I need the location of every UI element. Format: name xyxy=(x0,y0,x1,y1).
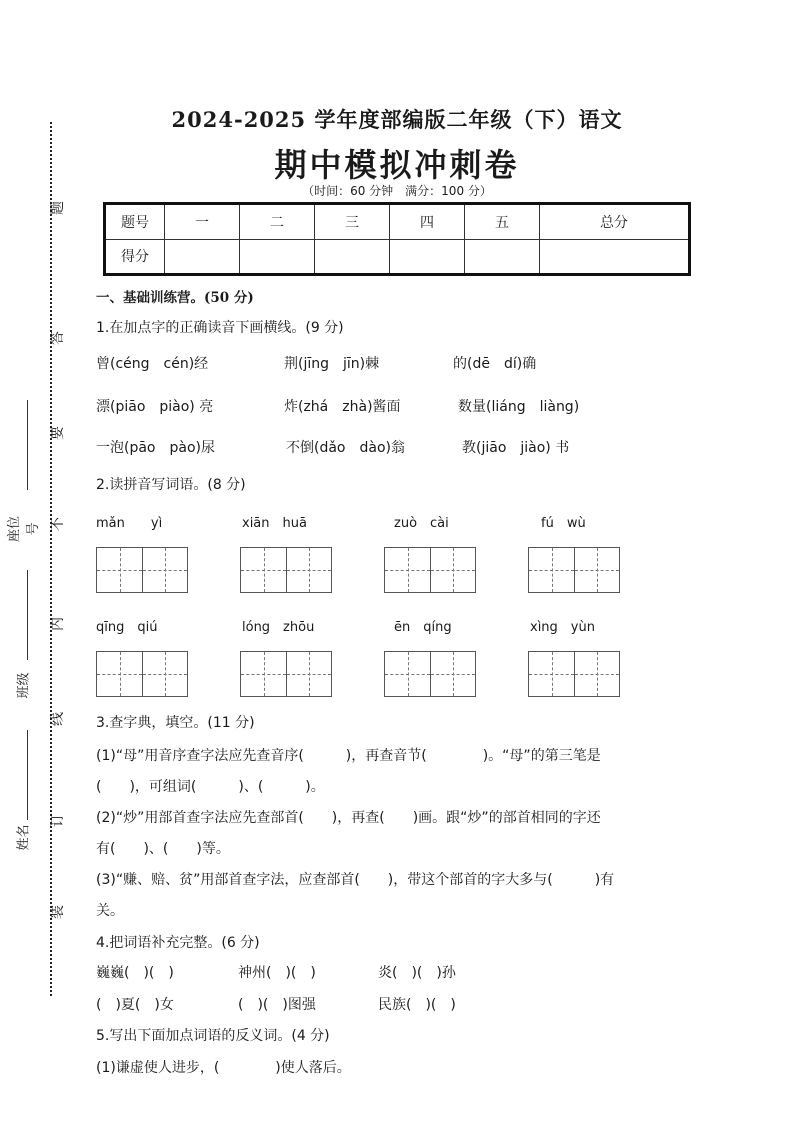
q4-item: 炎( )( )孙 xyxy=(378,965,456,981)
q2-title: 2.读拼音写词语。(8 分) xyxy=(96,477,246,493)
margin-char-4: 不 xyxy=(50,517,66,531)
score-table-header: 总分 xyxy=(540,204,690,240)
score-cell[interactable] xyxy=(165,239,240,275)
binding-dotted-line xyxy=(50,122,52,996)
q3-line: (1)“母”用音序查字法应先查音序( )，再查音节( )。“母”的第三笔是 xyxy=(96,748,601,764)
q5-line: (1)谦虚使人进步，( )使人落后。 xyxy=(96,1060,351,1076)
score-cell[interactable] xyxy=(240,239,315,275)
q2-pinyin: xiān huā xyxy=(242,516,307,531)
score-table-header: 三 xyxy=(315,204,390,240)
q2-pinyin: zuò cài xyxy=(394,516,449,531)
score-table-header: 一 xyxy=(165,204,240,240)
q1-item: 数量(liáng liàng) xyxy=(458,399,580,415)
margin-char-2: 答 xyxy=(50,331,66,345)
exam-subtitle: 期中模拟冲刺卷 xyxy=(274,146,520,184)
q2-pinyin: fú wù xyxy=(541,516,586,531)
seat-number-line[interactable] xyxy=(27,400,28,490)
writing-grid[interactable] xyxy=(240,547,332,593)
writing-grid[interactable] xyxy=(96,547,188,593)
score-cell[interactable] xyxy=(540,239,690,275)
exam-info xyxy=(0,182,794,199)
writing-grid[interactable] xyxy=(528,547,620,593)
score-row-label: 得分 xyxy=(105,239,165,275)
margin-char-8: 装 xyxy=(50,905,66,919)
q2-pinyin: lóng zhōu xyxy=(242,620,315,635)
q4-item: 神州( )( ) xyxy=(238,965,316,981)
margin-char-1: 题 xyxy=(50,201,66,215)
q1-item: 一泡(pāo pào)尿 xyxy=(96,440,215,456)
full-score: 满分：100 分） xyxy=(405,184,492,198)
q3-line: (3)“赚、赔、贫”用部首查字法，应查部首( )，带这个部首的字大多与( )有 xyxy=(96,872,615,888)
q3-line: (2)“炒”用部首查字法应先查部首( )，再查( )画。跟“炒”的部首相同的字还 xyxy=(96,810,601,826)
q2-pinyin: xìng yùn xyxy=(530,620,595,635)
q1-item: 不倒(dǎo dào)翁 xyxy=(286,440,405,456)
q1-item: 漂(piāo piào) 亮 xyxy=(96,399,214,415)
exam-title: 2024-2025 学年度部编版二年级（下）语文 xyxy=(171,107,623,132)
q1-item: 炸(zhá zhà)酱面 xyxy=(284,399,401,415)
q1-item: 荆(jīng jīn)棘 xyxy=(284,356,380,372)
q4-item: 巍巍( )( ) xyxy=(96,965,174,981)
score-table xyxy=(103,202,691,276)
q4-title: 4.把词语补充完整。(6 分) xyxy=(96,935,260,951)
writing-grid[interactable] xyxy=(384,651,476,697)
margin-char-7: 订 xyxy=(50,813,66,827)
seat-number-label: 座位号 xyxy=(7,516,41,543)
score-table-header: 二 xyxy=(240,204,315,240)
q1-item: 曾(céng cén)经 xyxy=(96,356,209,372)
q4-item: 民族( )( ) xyxy=(378,997,456,1013)
q4-item: ( )( )图强 xyxy=(238,997,316,1013)
writing-grid[interactable] xyxy=(240,651,332,697)
q3-line: 关。 xyxy=(96,903,124,919)
score-cell[interactable] xyxy=(315,239,390,275)
margin-char-5: 内 xyxy=(50,617,66,631)
margin-char-3: 要 xyxy=(50,426,66,440)
score-table-header: 题号 xyxy=(105,204,165,240)
margin-char-6: 线 xyxy=(50,712,66,726)
q2-pinyin: ēn qíng xyxy=(394,620,452,635)
class-label: 班级 xyxy=(16,672,32,699)
name-label: 姓名 xyxy=(16,824,32,851)
score-cell[interactable] xyxy=(390,239,465,275)
score-table-header: 五 xyxy=(465,204,540,240)
q4-item: ( )夏( )女 xyxy=(96,997,174,1013)
q1-item: 教(jiāo jiào) 书 xyxy=(462,440,570,456)
score-table-header: 四 xyxy=(390,204,465,240)
score-cell[interactable] xyxy=(465,239,540,275)
q1-title: 1.在加点字的正确读音下画横线。(9 分) xyxy=(96,320,344,336)
writing-grid[interactable] xyxy=(528,651,620,697)
q3-line: 有( )、( )等。 xyxy=(96,841,230,857)
writing-grid[interactable] xyxy=(96,651,188,697)
q3-title: 3.查字典，填空。(11 分) xyxy=(96,715,255,731)
q3-line: ( )，可组词( )、( )。 xyxy=(96,779,325,795)
section-heading: 一、基础训练营。(50 分) xyxy=(96,290,254,306)
q2-pinyin: mǎn yì xyxy=(96,516,163,531)
name-line[interactable] xyxy=(27,730,28,820)
class-line[interactable] xyxy=(27,570,28,660)
time-limit: （时间：60 分钟 xyxy=(302,184,394,198)
writing-grid[interactable] xyxy=(384,547,476,593)
q1-item: 的(dē dí)确 xyxy=(453,356,537,372)
q2-pinyin: qīng qiú xyxy=(96,620,158,635)
q5-title: 5.写出下面加点词语的反义词。(4 分) xyxy=(96,1028,330,1044)
